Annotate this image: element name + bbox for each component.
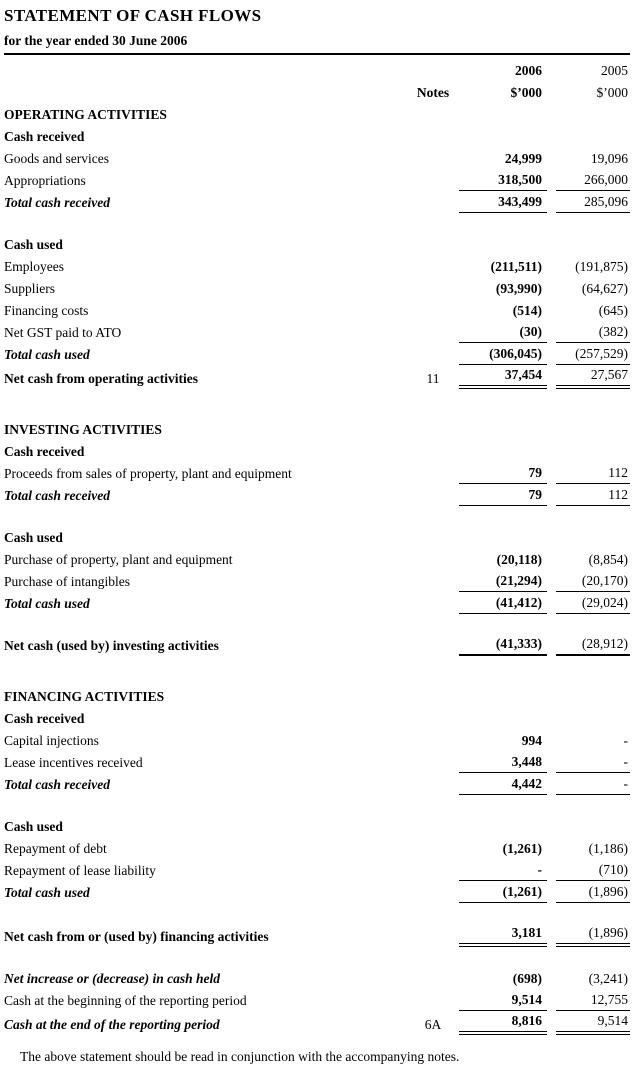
row-value-2005: 285,096 [556,192,630,213]
row-value-2006: (698) [512,971,542,986]
row-label: Cash at the end of the reporting period [4,1017,220,1032]
row-label: OPERATING ACTIVITIES [4,107,167,122]
row-value-2006: 24,999 [504,151,542,166]
table-row [4,837,630,859]
row-label: Cash used [4,237,63,252]
row-label: Suppliers [4,281,56,296]
row-spacer [4,903,630,923]
row-value-2006: 994 [521,733,542,748]
table-row [4,1011,630,1035]
table-row [4,365,630,389]
row-value-2005: (1,896) [556,923,630,947]
row-label: Cash used [4,819,63,834]
row-value-2006: 9,514 [459,990,547,1011]
row-label: Repayment of debt [4,841,107,856]
row-value-2005: 9,514 [556,1011,630,1035]
row-label: Cash received [4,711,85,726]
table-row [4,277,630,299]
row-label: Net cash from or (used by) financing activities [4,929,269,944]
row-value-2006: 343,499 [459,192,547,213]
table-row [4,103,630,125]
row-spacer [4,795,630,815]
row-value-2006: 8,816 [459,1011,547,1035]
table-row [4,729,630,751]
row-label: Purchase of intangibles [4,574,130,589]
row-label: Repayment of lease liability [4,863,156,878]
row-label: Cash used [4,530,63,545]
row-spacer [4,389,630,418]
row-value-2005: (191,875) [575,259,628,274]
row-value-2005: - [556,774,630,795]
row-value-2006: - [459,860,547,881]
column-header-units [4,81,630,103]
row-value-2006: (1,261) [502,841,542,856]
row-label: Cash received [4,129,85,144]
row-value-2006: 4,442 [459,774,547,795]
row-label: Total cash received [4,777,110,792]
table-row [4,233,630,255]
row-value-2005: (382) [556,322,630,343]
table-row [4,125,630,147]
row-value-2006: 318,500 [459,170,547,191]
row-spacer [4,506,630,526]
table-row [4,989,630,1011]
row-label: Total cash received [4,195,110,210]
table-row [4,169,630,191]
row-value-2005: (1,896) [556,882,630,903]
table-row [4,526,630,548]
column-header-unit-2005: $’000 [596,85,628,100]
table-row [4,321,630,343]
row-value-2005: (8,854) [588,552,628,567]
table-row [4,570,630,592]
row-value-2005: 27,567 [556,365,630,389]
table-row [4,440,630,462]
column-header-unit-2006: $’000 [510,85,542,100]
table-row [4,548,630,570]
row-label: Net cash (used by) investing activities [4,638,219,653]
row-value-2006: (41,333) [459,634,547,656]
row-value-2005: (645) [598,303,628,318]
row-value-2006: (93,990) [495,281,542,296]
row-note-ref: 11 [426,371,440,386]
row-value-2005: - [556,752,630,773]
row-label: INVESTING ACTIVITIES [4,422,162,437]
row-value-2006: 79 [459,463,547,484]
page-subtitle: for the year ended 30 June 2006 [4,33,188,48]
row-value-2006: (514) [512,303,542,318]
row-spacer [4,947,630,967]
row-value-2005: (28,912) [556,634,630,656]
column-header-notes: Notes [416,85,450,100]
table-row [4,343,630,365]
row-value-2005: 266,000 [556,170,630,191]
column-header-years [4,59,630,81]
table-row [4,592,630,614]
row-label: Total cash used [4,885,90,900]
row-value-2005: - [623,733,628,748]
row-label: Purchase of property, plant and equipment [4,552,233,567]
column-header-2005: 2005 [601,63,628,78]
table-row [4,634,630,656]
statement-rows [4,103,630,1035]
row-label: Goods and services [4,151,109,166]
row-value-2005: (64,627) [581,281,628,296]
row-value-2006: 3,181 [459,923,547,947]
table-row [4,859,630,881]
row-label: Net GST paid to ATO [4,325,122,340]
row-label: Employees [4,259,64,274]
table-row [4,815,630,837]
row-label: Net increase or (decrease) in cash held [4,971,220,986]
row-spacer [4,213,630,233]
row-value-2005: 12,755 [556,990,630,1011]
row-value-2006: (211,511) [490,259,542,274]
row-value-2005: (20,170) [556,571,630,592]
row-value-2005: (3,241) [588,971,628,986]
table-row [4,881,630,903]
page-title: STATEMENT OF CASH FLOWS [4,6,262,25]
row-value-2006: 79 [459,485,547,506]
row-value-2006: (41,412) [459,593,547,614]
table-row [4,751,630,773]
table-row [4,255,630,277]
footer-note: The above statement should be read in conjunction with the accompanying notes. [20,1049,460,1064]
row-label: Total cash used [4,596,90,611]
row-value-2006: (20,118) [496,552,542,567]
table-row [4,418,630,440]
row-value-2006: (30) [459,322,547,343]
table-row [4,147,630,169]
row-label: Net cash from operating activities [4,371,198,386]
row-value-2005: 112 [556,485,630,506]
table-row [4,685,630,707]
header-rule [4,53,630,55]
row-value-2006: (306,045) [459,344,547,365]
row-note-ref: 6A [424,1017,442,1032]
row-value-2005: 112 [556,463,630,484]
table-row [4,773,630,795]
row-label: Total cash received [4,488,110,503]
row-value-2005: 19,096 [590,151,628,166]
row-label: Cash at the beginning of the reporting period [4,993,247,1008]
row-value-2006: (1,261) [459,882,547,903]
table-row [4,462,630,484]
row-spacer [4,656,630,685]
row-label: Financing costs [4,303,89,318]
table-row [4,299,630,321]
row-label: Capital injections [4,733,99,748]
table-row [4,191,630,213]
row-label: FINANCING ACTIVITIES [4,689,165,704]
row-value-2006: 3,448 [459,752,547,773]
row-value-2005: (29,024) [556,593,630,614]
row-value-2005: (1,186) [588,841,628,856]
row-spacer [4,614,630,634]
row-value-2006: 37,454 [459,365,547,389]
row-label: Proceeds from sales of property, plant and equipment [4,466,292,481]
row-value-2005: (257,529) [556,344,630,365]
row-label: Appropriations [4,173,86,188]
table-row [4,967,630,989]
row-label: Cash received [4,444,85,459]
row-value-2006: (21,294) [459,571,547,592]
column-header-2006: 2006 [515,63,542,78]
table-row [4,484,630,506]
table-row [4,923,630,947]
table-row [4,707,630,729]
row-label: Total cash used [4,347,90,362]
row-value-2005: (710) [556,860,630,881]
row-label: Lease incentives received [4,755,143,770]
